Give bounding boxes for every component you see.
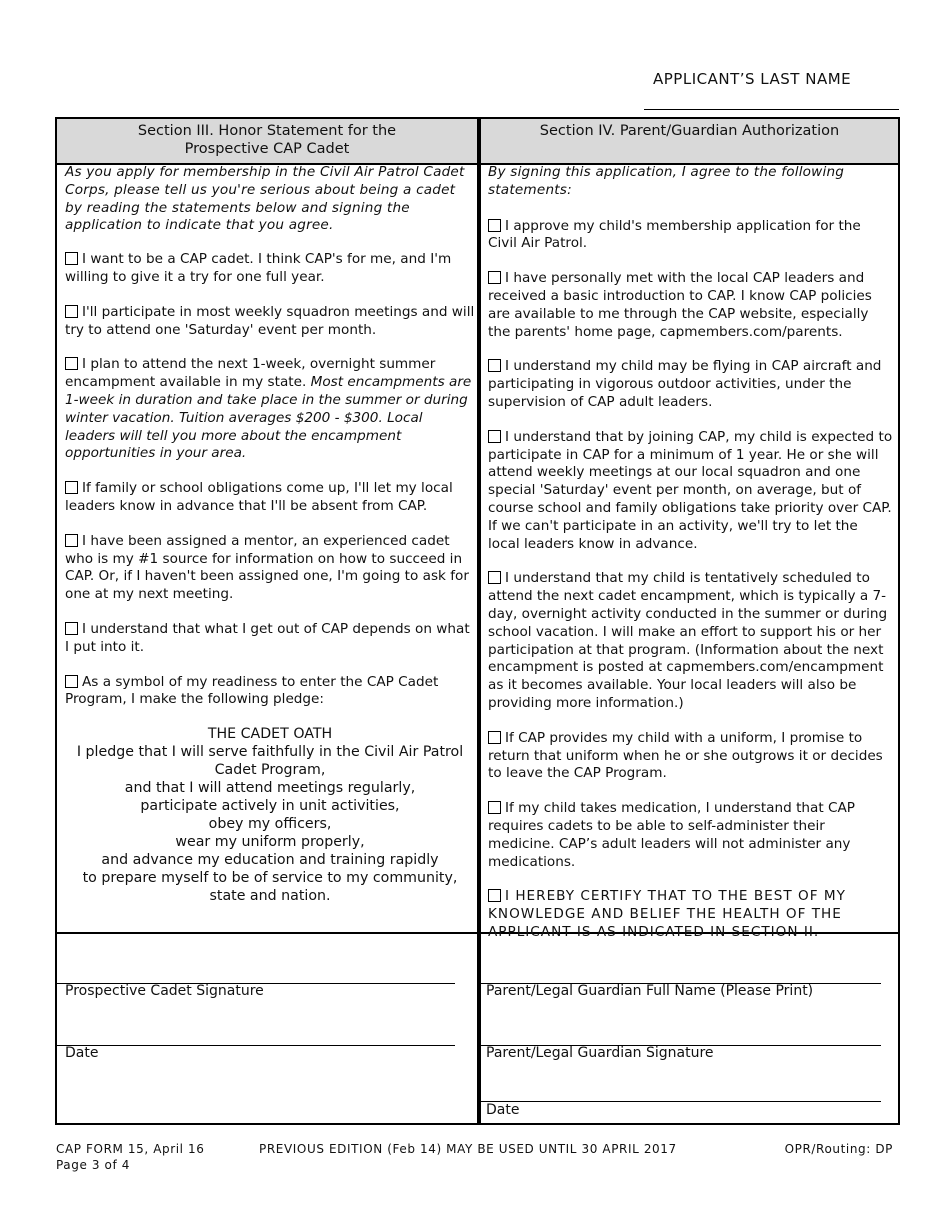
authorization-item (488, 730, 893, 783)
column-divider (477, 119, 481, 1123)
section-3-title-line1: Section III. Honor Statement for the (137, 123, 397, 139)
cadet-oath-line: to prepare myself to be of service to my community, (82, 870, 458, 887)
honor-item-text: I have been assigned a mentor, an experienced cadet who is my #1 source for information on how to succeed in CAP. Or, if I haven't been assigned one, I'm going to ask for one at my next meeting. (65, 532, 469, 603)
honor-checkbox-1[interactable] (65, 252, 78, 265)
footer-edition-note: PREVIOUS EDITION (Feb 14) MAY BE USED UNTIL 30 APRIL 2017 (259, 1142, 677, 1156)
honor-item (65, 356, 475, 463)
cadet-oath-line: and that I will attend meetings regularly, (124, 780, 416, 797)
section-3-header (57, 119, 477, 165)
honor-item-text: I understand that what I get out of CAP depends on what I put into it. (65, 620, 470, 655)
cadet-oath-line: and advance my education and training rapidly (101, 852, 439, 869)
authorization-item-text: I understand my child may be flying in CAP aircraft and participating in vigorous outdoor activities, under the supervision of CAP adult leaders. (488, 358, 882, 410)
cadet-oath-line: wear my uniform properly, (175, 834, 365, 851)
section-3-title-line2: Prospective CAP Cadet (184, 141, 350, 157)
authorization-item-text: If my child takes medication, I understand that CAP requires cadets to be able to self-administer their medicine. CAP’s adult leaders will not administer any medications. (488, 800, 855, 870)
footer-form-info (56, 1141, 205, 1173)
authorization-checkbox-2[interactable] (488, 271, 501, 284)
form-frame (55, 117, 900, 1125)
honor-item (65, 480, 475, 516)
section-4-intro: By signing this application, I agree to the following statements: (488, 164, 845, 198)
authorization-item-text: I have personally met with the local CAP leaders and received a basic introduction to CAP. I know CAP policies are available to me through the CAP website, especially the parents' home page, capmembers.com/parents. (488, 270, 872, 340)
authorization-item-text: I understand that by joining CAP, my child is expected to participate in CAP for a minimum of 1 year. He or she will attend weekly meetings at our local squadron and one special 'Saturday' event per month, on average, but of course school and family obligations take priority over CAP. If we can't participate in an activity, we'll try to let the local leaders know in advance. (488, 428, 893, 552)
honor-item-note: Most encampments are 1-week in duration and take place in the summer or during winter vacation. Tuition averages $200 - $300. Local leaders will tell you more about the encampment opportunities in your area. (65, 374, 472, 462)
authorization-item (488, 429, 893, 554)
footer-routing: OPR/Routing: DP (784, 1142, 893, 1156)
authorization-item-text: If CAP provides my child with a uniform, I promise to return that uniform when he or she outgrows it or decides to leave the CAP Program. (488, 729, 883, 782)
cadet-oath-line: I pledge that I will serve faithfully in the Civil Air Patrol (76, 744, 464, 761)
authorization-checkbox-5[interactable] (488, 571, 501, 584)
honor-item-text: If family or school obligations come up, I'll let my local leaders know in advance that I'll be absent from CAP. (65, 480, 453, 514)
honor-item (65, 251, 475, 287)
honor-item-text: I plan to attend the next 1-week, overnight summer encampment available in my state. (65, 356, 436, 391)
guardian-date-label: Date (486, 1102, 520, 1118)
honor-item (65, 674, 475, 710)
honor-checkbox-3[interactable] (65, 357, 78, 370)
guardian-date-field[interactable] (481, 1101, 881, 1102)
honor-item (65, 621, 475, 657)
honor-checkbox-4[interactable] (65, 481, 78, 494)
authorization-item (488, 358, 893, 411)
honor-checkbox-7[interactable] (65, 675, 78, 688)
cadet-signature-label: Prospective Cadet Signature (65, 983, 264, 999)
authorization-checkbox-8[interactable] (488, 889, 501, 902)
cadet-oath-line: state and nation. (209, 888, 331, 905)
guardian-full-name-label: Parent/Legal Guardian Full Name (Please Print) (486, 983, 814, 999)
honor-checkbox-5[interactable] (65, 534, 78, 547)
honor-item (65, 533, 475, 604)
cadet-oath-line: obey my officers, (208, 816, 332, 833)
cadet-date-label: Date (65, 1045, 99, 1061)
authorization-item-text: I approve my child's membership application for the Civil Air Patrol. (488, 217, 861, 252)
honor-item-text: As a symbol of my readiness to enter the CAP Cadet Program, I make the following pledge: (65, 673, 439, 708)
section-4-header (481, 119, 898, 165)
authorization-checkbox-1[interactable] (488, 219, 501, 232)
section-4-title: Section IV. Parent/Guardian Authorization (539, 123, 840, 139)
honor-item-text: I'll participate in most weekly squadron meetings and will try to attend one 'Saturday' event per month. (65, 303, 475, 338)
section-3-intro: As you apply for membership in the Civil Air Patrol Cadet Corps, please tell us you're serious about being a cadet by reading the statements below and signing the application to indicate that you agree. (65, 164, 465, 234)
authorization-checkbox-4[interactable] (488, 430, 501, 443)
authorization-checkbox-3[interactable] (488, 359, 501, 372)
health-certification-text: I HEREBY CERTIFY THAT TO THE BEST OF MY KNOWLEDGE AND BELIEF THE HEALTH OF THE APPLICANT IS AS INDICATED IN SECTION II. (488, 888, 846, 940)
cadet-oath-line: participate actively in unit activities, (140, 798, 400, 815)
authorization-item (488, 218, 893, 254)
cadet-oath-title: THE CADET OATH (207, 726, 333, 743)
authorization-item (488, 800, 893, 871)
cadet-oath (65, 725, 475, 905)
footer-form-id: CAP FORM 15, April 16 (56, 1142, 205, 1156)
honor-checkbox-6[interactable] (65, 622, 78, 635)
authorization-item (488, 570, 893, 712)
cadet-oath-line: Cadet Program, (214, 762, 326, 779)
cadet-date-field[interactable] (57, 1045, 455, 1046)
honor-checkbox-2[interactable] (65, 305, 78, 318)
authorization-checkbox-6[interactable] (488, 731, 501, 744)
authorization-item-text: I understand that my child is tentatively scheduled to attend the next cadet encampment, which is typically a 7-day, overnight activity conducted in the summer or during school vacation. I will make an effort to support his or her participation at that program. (Information about the next encampment is posted at capmembers.com/encampment as it becomes available. Your local leaders will also be providing more information.) (488, 570, 888, 711)
applicant-last-name-field[interactable] (644, 109, 899, 110)
footer-page-number: Page 3 of 4 (56, 1158, 130, 1172)
applicant-last-name-label: APPLICANT’S LAST NAME (653, 70, 852, 88)
honor-item (65, 304, 475, 340)
section-4-body (488, 164, 893, 959)
authorization-checkbox-7[interactable] (488, 801, 501, 814)
authorization-item (488, 270, 893, 341)
honor-item-text: I want to be a CAP cadet. I think CAP's for me, and I'm willing to give it a try for one full year. (65, 251, 452, 285)
section-3-body (65, 164, 475, 905)
authorization-item (488, 888, 893, 941)
guardian-signature-label: Parent/Legal Guardian Signature (486, 1045, 714, 1061)
